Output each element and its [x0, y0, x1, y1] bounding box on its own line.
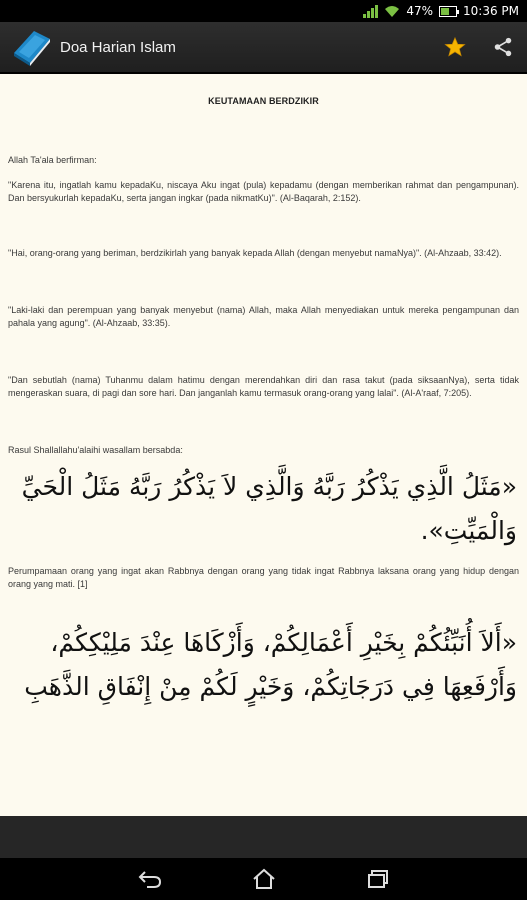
clock: 10:36 PM: [463, 4, 519, 18]
action-bar: [0, 22, 527, 72]
share-button[interactable]: [479, 22, 527, 72]
star-icon: [444, 36, 466, 58]
quote-paragraph: "Karena itu, ingatlah kamu kepadaKu, niscaya Aku ingat (pula) kepadamu (dengan memberikan rahmat dan pengampunan). Dan bersyukurlah kepadaKu, serta jangan ingkar (pada nikmatKu)". (Al-Baqarah, 2:152).: [8, 180, 519, 203]
back-icon: [137, 869, 163, 889]
article-title: KEUTAMAAN BERDZIKIR: [208, 96, 319, 106]
wifi-icon: [384, 5, 400, 18]
book-logo-icon[interactable]: [10, 27, 54, 67]
home-button[interactable]: [244, 861, 284, 897]
battery-icon: [439, 6, 457, 17]
recent-apps-icon: [366, 869, 390, 889]
article-content[interactable]: [0, 74, 527, 816]
hadith-translation: Perumpamaan orang yang ingat akan Rabbnya dengan orang yang tidak ingat Rabbnya laksana orang yang hidup dengan orang yang mati. [1]: [8, 566, 519, 589]
bottom-panel: [0, 816, 527, 858]
favorite-button[interactable]: [431, 22, 479, 72]
app-title: Doa Harian Islam: [60, 38, 176, 56]
recent-apps-button[interactable]: [358, 861, 398, 897]
signal-icon: [363, 5, 378, 18]
status-bar: [0, 0, 527, 22]
navigation-bar: [0, 858, 527, 900]
quote-paragraph: "Hai, orang-orang yang beriman, berdzikirlah yang banyak kepada Allah (dengan menyebut namaNya)". (Al-Ahzaab, 33:42).: [8, 248, 502, 258]
arabic-hadith: «مَثَلُ الَّذِي يَذْكُرُ رَبَّهُ وَالَّذِي لاَ يَذْكُرُ رَبَّهُ مَثَلُ الْحَيِّ وَالْمَيِّتِ».: [21, 472, 517, 545]
arabic-hadith: «أَلاَ أُنَبِّئُكُمْ بِخَيْرِ أَعْمَالِكُمْ، وَأَزْكَاهَا عِنْدَ مَلِيْكِكُمْ، وَأَرْفَعِهَا فِي دَرَجَاتِكُمْ، وَخَيْرٍ لَكُمْ مِنْ إِنْفَاقِ الذَّهَبِ: [24, 628, 517, 701]
quote-paragraph: "Laki-laki dan perempuan yang banyak menyebut (nama) Allah, maka Allah menyediakan untuk mereka pengampunan dan pahala yang agung". (Al-Ahzaab, 33:35).: [8, 305, 519, 328]
share-icon: [492, 36, 514, 58]
back-button[interactable]: [130, 861, 170, 897]
battery-percent: 47%: [406, 4, 433, 18]
intro-text: Allah Ta'ala berfirman:: [8, 155, 97, 165]
quote-paragraph: "Dan sebutlah (nama) Tuhanmu dalam hatimu dengan merendahkan diri dan rasa takut (pada siksaanNya), serta tidak mengeraskan suara, di pagi dan sore hari. Dan janganlah kamu termasuk orang-orang yang lalai". (Al-A'raaf, 7:205).: [8, 375, 519, 398]
home-icon: [251, 868, 277, 890]
intro-text: Rasul Shallallahu'alaihi wasallam bersabda:: [8, 445, 183, 455]
